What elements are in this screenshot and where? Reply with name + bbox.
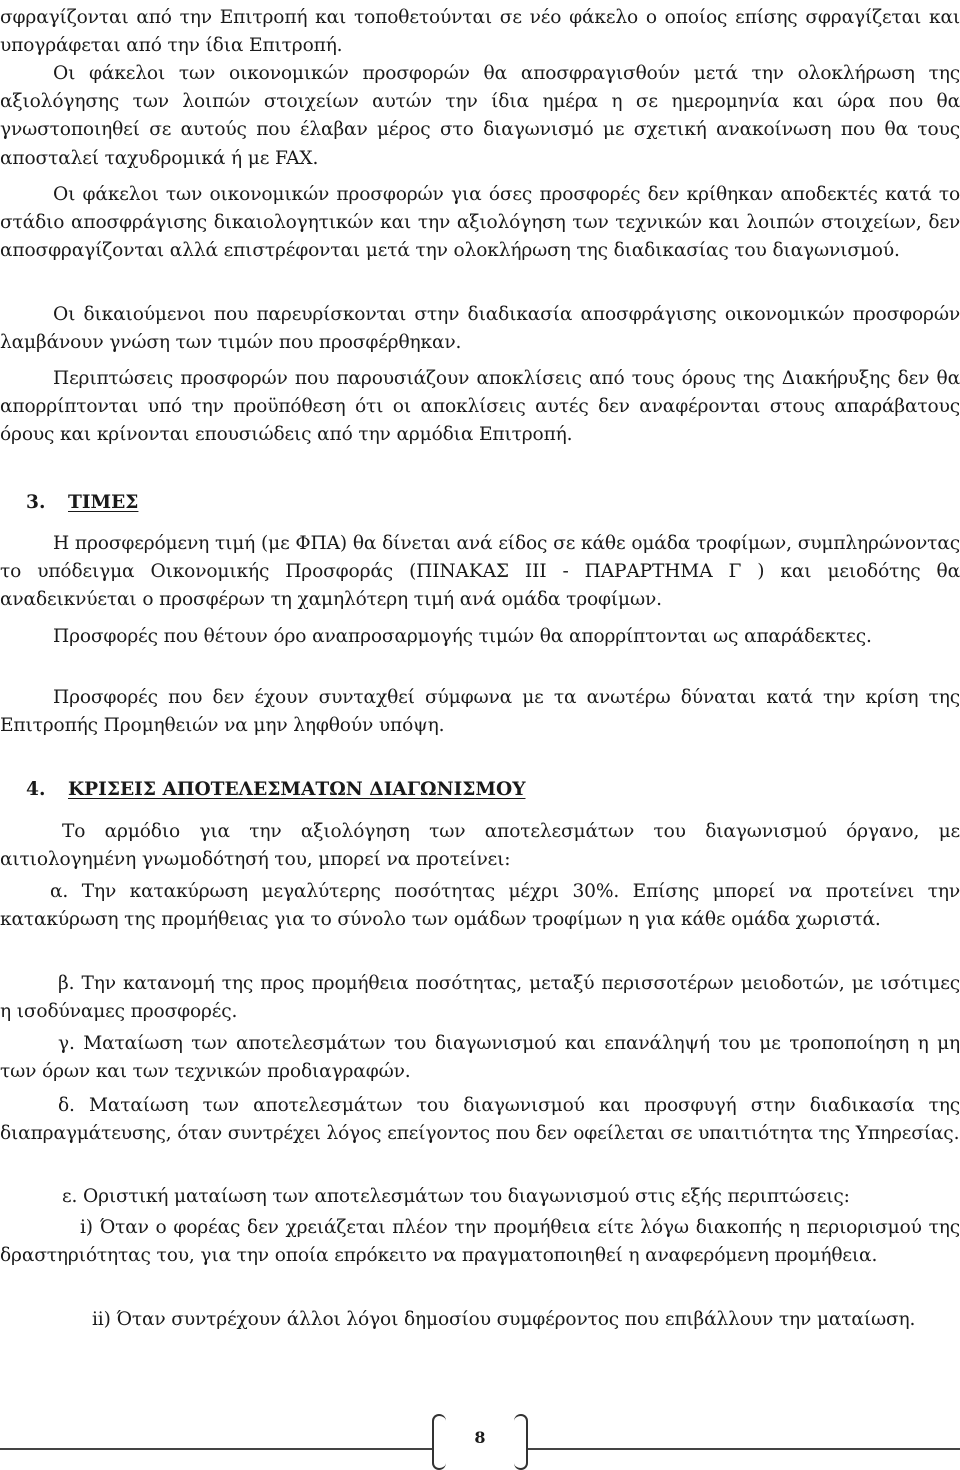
section-4-number: 4. xyxy=(26,779,46,800)
section-3-heading xyxy=(26,489,138,517)
footer-rule-right xyxy=(528,1448,960,1450)
footer-rule-left xyxy=(0,1448,432,1450)
list-item-c: γ. Ματαίωση των αποτελεσμάτων του διαγωνισμού και επανάληψή του με τροποποίηση η μη των όρων και των τεχνικών προδιαγραφών. xyxy=(0,1033,960,1083)
section-3-number: 3. xyxy=(26,492,46,513)
page-number-bracket-right xyxy=(514,1414,528,1470)
page-number: 8 xyxy=(474,1428,486,1447)
list-item-e: ε. Οριστική ματαίωση των αποτελεσμάτων του διαγωνισμού στις εξής περιπτώσεις: xyxy=(62,1186,850,1207)
list-item-a: α. Την κατακύρωση μεγαλύτερης ποσότητας μέχρι 30%. Επίσης μπορεί να προτείνει την κατακύρωση της προμήθειας για το σύνολο των ομάδων τροφίμων η για κάθε ομάδα χωριστά. xyxy=(0,881,960,931)
paragraph-offered-price: Η προσφερόμενη τιμή (με ΦΠΑ) θα δίνεται ανά είδος σε κάθε ομάδα τροφίμων, συμπληρώνοντας το υπόδειγμα Οικονομικής Προσφοράς (ΠΙΝΑΚΑΣ ΙΙΙ - ΠΑΡΑΡΤΗΜΑ Γ ) και μειοδότης θα αναδεικνύεται ο προσφέρων τη χαμηλότερη τιμή ανά ομάδα τροφίμων. xyxy=(0,533,960,611)
paragraph-continuation: σφραγίζονται από την Επιτροπή και τοποθετούνται σε νέο φάκελο ο οποίος επίσης σφραγίζεται και υπογράφεται από την ίδια Επιτροπή. xyxy=(0,7,960,57)
paragraph-envelope-opening: Οι φάκελοι των οικονομικών προσφορών θα αποσφραγισθούν μετά την ολοκλήρωση της αξιολόγησης των λοιπών στοιχείων αυτών την ίδια ημέρα η σε ημερομηνία και ώρα που θα γνωστοποιηθεί σε αυτούς που έλαβαν μέρος στο διαγωνισμό με σχετική ανακοίνωση που θα τους αποσταλεί ταχυδρομικά ή με FAX. xyxy=(0,63,960,169)
paragraph-noncompliant-offers: Προσφορές που δεν έχουν συνταχθεί σύμφωνα με τα ανωτέρω δύναται κατά την κρίση της Επιτροπής Προμηθειών να μην ληφθούν υπόψη. xyxy=(0,687,960,737)
list-item-e-ii: ii) Όταν συντρέχουν άλλοι λόγοι δημοσίου συμφέροντος που επιβάλλουν την ματαίωση. xyxy=(92,1309,916,1330)
list-item-e-i: i) Όταν ο φορέας δεν χρειάζεται πλέον την προμήθεια είτε λόγω διακοπής η περιορισμού της δραστηριότητας του, για την οποία επρόκειτο να πραγματοποιηθεί η αναφερόμενη προμήθεια. xyxy=(0,1217,960,1267)
paragraph-evaluation-body: Το αρμόδιο για την αξιολόγηση των αποτελεσμάτων του διαγωνισμού όργανο, με αιτιολογημένη γνωμοδότησή του, μπορεί να προτείνει: xyxy=(0,821,960,871)
page-number-bracket-left xyxy=(432,1414,446,1470)
paragraph-rejected-offers: Οι φάκελοι των οικονομικών προσφορών για όσες προσφορές δεν κρίθηκαν αποδεκτές κατά το στάδιο αποσφράγισης δικαιολογητικών και την αξιολόγηση των τεχνικών και λοιπών στοιχείων, δεν αποσφραγίζονται αλλά επιστρέφονται μετά την ολοκλήρωση της διαδικασίας του διαγωνισμού. xyxy=(0,184,960,262)
paragraph-deviations: Περιπτώσεις προσφορών που παρουσιάζουν αποκλίσεις από τους όρους της Διακήρυξης δεν θα απορρίπτονται υπό την προϋπόθεση ότι οι αποκλίσεις αυτές δεν αναφέρονται στους απαράβατους όρους και κρίνονται επουσιώδεις από την αρμόδια Επιτροπή. xyxy=(0,368,960,446)
section-4-title: ΚΡΙΣΕΙΣ ΑΠΟΤΕΛΕΣΜΑΤΩΝ ΔΙΑΓΩΝΙΣΜΟΥ xyxy=(68,779,526,800)
section-3-title: ΤΙΜΕΣ xyxy=(68,492,139,513)
list-item-b: β. Την κατανομή της προς προμήθεια ποσότητας, μεταξύ περισσοτέρων μειοδοτών, με ισότιμες η ισοδύναμες προσφορές. xyxy=(0,973,960,1023)
paragraph-entitled-parties: Οι δικαιούμενοι που παρευρίσκονται στην διαδικασία αποσφράγισης οικονομικών προσφορών λαμβάνουν γνώση των τιμών που προσφέρθηκαν. xyxy=(0,304,960,354)
section-4-heading xyxy=(26,776,525,804)
list-item-d: δ. Ματαίωση των αποτελεσμάτων του διαγωνισμού και προσφυγή στην διαδικασία της διαπραγμάτευσης, όταν συντρέχει λόγος επείγοντος που δεν οφείλεται σε υπαιτιότητα της Υπηρεσίας. xyxy=(0,1095,960,1145)
paragraph-price-adjustment: Προσφορές που θέτουν όρο αναπροσαρμογής τιμών θα απορρίπτονται ως απαράδεκτες. xyxy=(53,626,872,647)
